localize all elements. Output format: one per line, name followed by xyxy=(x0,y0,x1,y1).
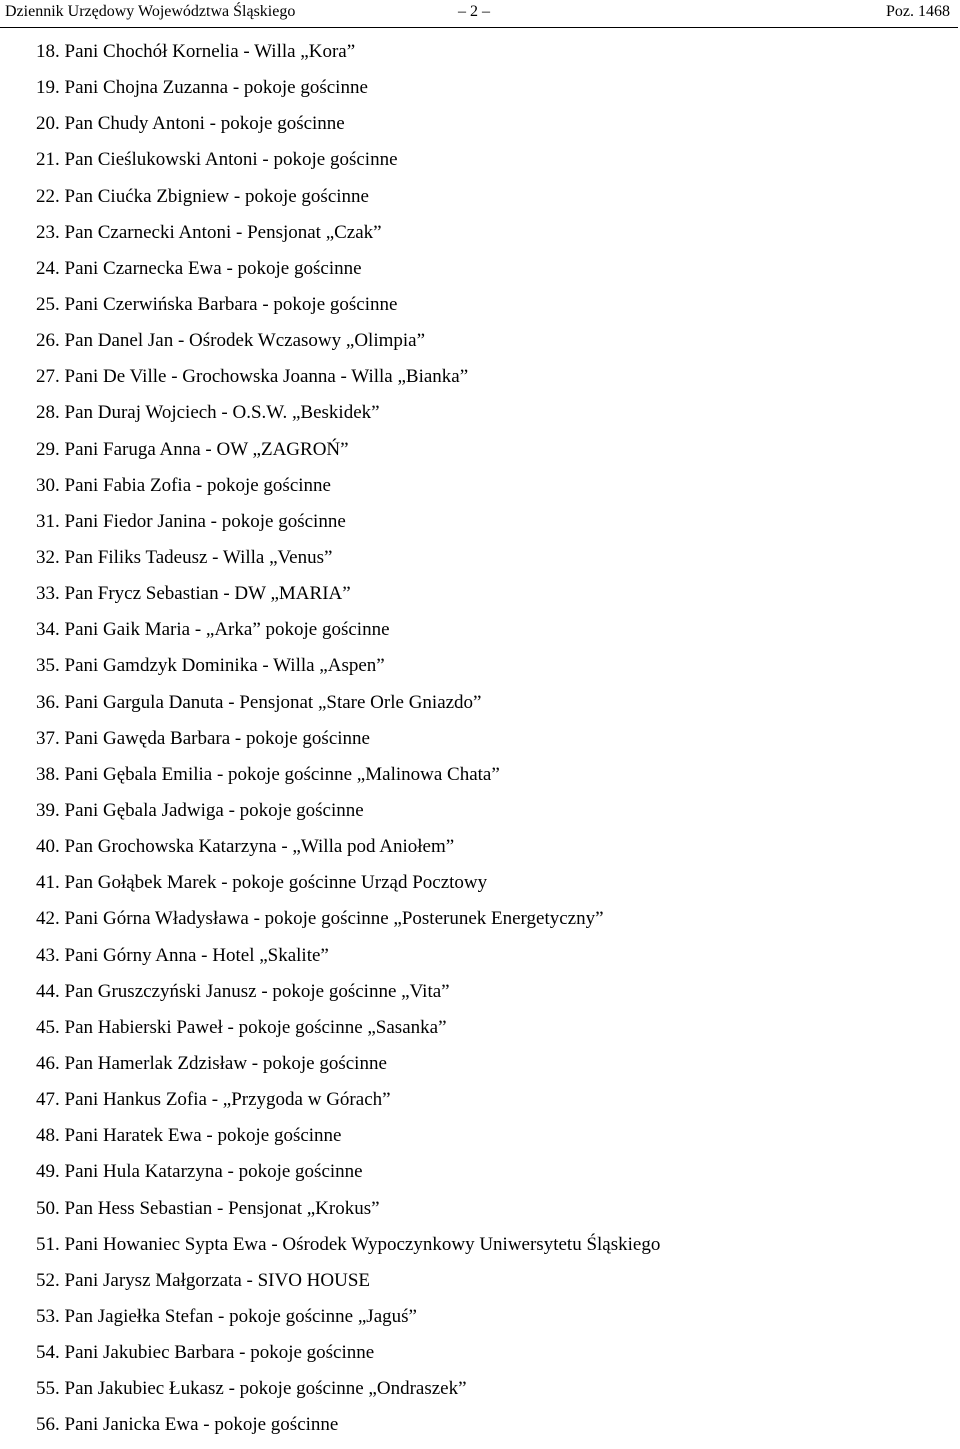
list-item: 40. Pan Grochowska Katarzyna - „Willa pod Aniołem” xyxy=(36,836,455,858)
page-number: – 2 – xyxy=(458,3,490,20)
list-item: 29. Pani Faruga Anna - OW „ZAGROŃ” xyxy=(36,438,349,460)
header-divider xyxy=(0,27,958,28)
list-item: 33. Pan Frycz Sebastian - DW „MARIA” xyxy=(36,583,351,605)
list-item: 20. Pan Chudy Antoni - pokoje gościnne xyxy=(36,113,345,135)
list-item: 49. Pani Hula Katarzyna - pokoje gościnne xyxy=(36,1161,363,1183)
position-number: Poz. 1468 xyxy=(886,3,950,20)
list-item: 21. Pan Cieślukowski Antoni - pokoje gościnne xyxy=(36,149,398,171)
list-item: 38. Pani Gębala Emilia - pokoje gościnne „Malinowa Chata” xyxy=(36,763,500,785)
list-item: 47. Pani Hankus Zofia - „Przygoda w Górach” xyxy=(36,1089,391,1111)
list-item: 39. Pani Gębala Jadwiga - pokoje gościnne xyxy=(36,799,364,821)
page-header xyxy=(0,0,960,28)
list-item: 24. Pani Czarnecka Ewa - pokoje gościnne xyxy=(36,257,362,279)
list-item: 25. Pani Czerwińska Barbara - pokoje gościnne xyxy=(36,293,398,315)
journal-title: Dziennik Urzędowy Województwa Śląskiego xyxy=(5,3,296,20)
list-item: 22. Pan Ciućka Zbigniew - pokoje gościnne xyxy=(36,185,369,207)
list-item: 53. Pan Jagiełka Stefan - pokoje gościnne „Jaguś” xyxy=(36,1305,417,1327)
list-item: 43. Pani Górny Anna - Hotel „Skalite” xyxy=(36,944,329,966)
list-item: 30. Pani Fabia Zofia - pokoje gościnne xyxy=(36,474,331,496)
list-item: 37. Pani Gawęda Barbara - pokoje gościnne xyxy=(36,727,370,749)
list-item: 18. Pani Chochół Kornelia - Willa „Kora” xyxy=(36,41,356,62)
list-item: 32. Pan Filiks Tadeusz - Willa „Venus” xyxy=(36,546,333,568)
list-item: 54. Pani Jakubiec Barbara - pokoje gościnne xyxy=(36,1342,375,1364)
list-item: 26. Pan Danel Jan - Ośrodek Wczasowy „Olimpia” xyxy=(36,330,426,352)
list-item: 48. Pani Haratek Ewa - pokoje gościnne xyxy=(36,1125,342,1147)
list-item: 51. Pani Howaniec Sypta Ewa - Ośrodek Wypoczynkowy Uniwersytetu Śląskiego xyxy=(36,1233,661,1255)
list-item: 42. Pani Górna Władysława - pokoje gościnne „Posterunek Energetyczny” xyxy=(36,908,604,930)
list-item: 27. Pani De Ville - Grochowska Joanna - Willa „Bianka” xyxy=(36,366,469,388)
list-item: 44. Pan Gruszczyński Janusz - pokoje gościnne „Vita” xyxy=(36,980,450,1002)
list-item: 35. Pani Gamdzyk Dominika - Willa „Aspen” xyxy=(36,655,385,677)
list-item: 31. Pani Fiedor Janina - pokoje gościnne xyxy=(36,510,346,532)
list-item: 52. Pani Jarysz Małgorzata - SIVO HOUSE xyxy=(36,1269,371,1291)
list-item: 34. Pani Gaik Maria - „Arka” pokoje gościnne xyxy=(36,619,390,641)
entry-list xyxy=(36,40,660,1449)
list-item: 46. Pan Hamerlak Zdzisław - pokoje gościnne xyxy=(36,1052,387,1074)
list-item: 56. Pani Janicka Ewa - pokoje gościnne xyxy=(36,1414,339,1436)
list-item: 55. Pan Jakubiec Łukasz - pokoje gościnne „Ondraszek” xyxy=(36,1378,467,1400)
list-item: 23. Pan Czarnecki Antoni - Pensjonat „Czak” xyxy=(36,221,382,243)
list-item: 36. Pani Gargula Danuta - Pensjonat „Stare Orle Gniazdo” xyxy=(36,691,482,713)
list-item: 45. Pan Habierski Paweł - pokoje gościnne „Sasanka” xyxy=(36,1016,447,1038)
list-item: 19. Pani Chojna Zuzanna - pokoje gościnne xyxy=(36,77,368,99)
list-item: 28. Pan Duraj Wojciech - O.S.W. „Beskidek” xyxy=(36,402,380,424)
list-item: 41. Pan Gołąbek Marek - pokoje gościnne Urząd Pocztowy xyxy=(36,872,488,894)
list-item: 50. Pan Hess Sebastian - Pensjonat „Krokus” xyxy=(36,1197,380,1219)
